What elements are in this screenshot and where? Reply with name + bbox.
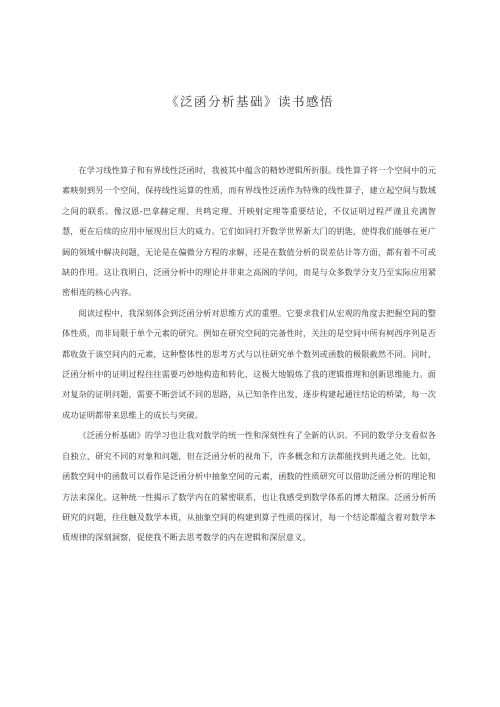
paragraph-2: 阅读过程中，我深刻体会到泛函分析对思维方式的重塑。它要求我们从宏观的角度去把握空间的整体性质，而非局限于单个元素的研究。例如在研究空间的完备性时，关注的是空间中所有柯西序列是否都收敛于该空间内的元素，这种整体性的思考方式与以往研究单个数列或函数的极限截然不同。同时，泛函分析中的证明过程往往需要巧妙地构造和转化，这极大地锻炼了我的逻辑推理和创新思维能力。面对复杂的证明问题，需要不断尝试不同的思路，从已知条件出发，逐步构建起通往结论的桥梁，每一次成功证明都带来思维上的成长与突破。 (62, 307, 436, 420)
document-title: 《泛函分析基础》读书感悟 (165, 94, 334, 109)
paragraph-3: 《泛函分析基础》的学习也让我对数学的统一性和深刻性有了全新的认识。不同的数学分支看似各自独立，研究不同的对象和问题，但在泛函分析的视角下，许多概念和方法都能找到共通之处。比如，函数空间中的函数可以看作是泛函分析中抽象空间的元素，函数的性质研究可以借助泛函分析的理论和方法来深化。这种统一性揭示了数学内在的紧密联系，也让我感受到数学体系的博大精深。泛函分析所研究的问题，往往触及数学本质，从抽象空间的构建到算子性质的探讨，每一个结论都蕴含着对数学本质规律的深刻洞察，促使我不断去思考数学的内在逻辑和深层意义。 (62, 430, 436, 543)
paragraph-1: 在学习线性算子和有界线性泛函时，我被其中蕴含的精妙逻辑所折服。线性算子将一个空间中的元素映射到另一个空间，保持线性运算的性质，而有界线性泛函作为特殊的线性算子，建立起空间与数域之间的联系。像汉恩-巴拿赫定理、共鸣定理、开映射定理等重要结论，不仅证明过程严谨且充满智慧，更在后续的应用中展现出巨大的威力。它们如同打开数学世界新大门的钥匙，使得我们能够在更广阔的领域中解决问题，无论是在偏微分方程的求解，还是在数值分析的误差估计等方面，都有着不可或缺的作用。这让我明白，泛函分析中的理论并非束之高阁的学问，而是与众多数学分支乃至实际应用紧密相连的核心内容。 (62, 165, 436, 298)
document-body (62, 160, 436, 548)
